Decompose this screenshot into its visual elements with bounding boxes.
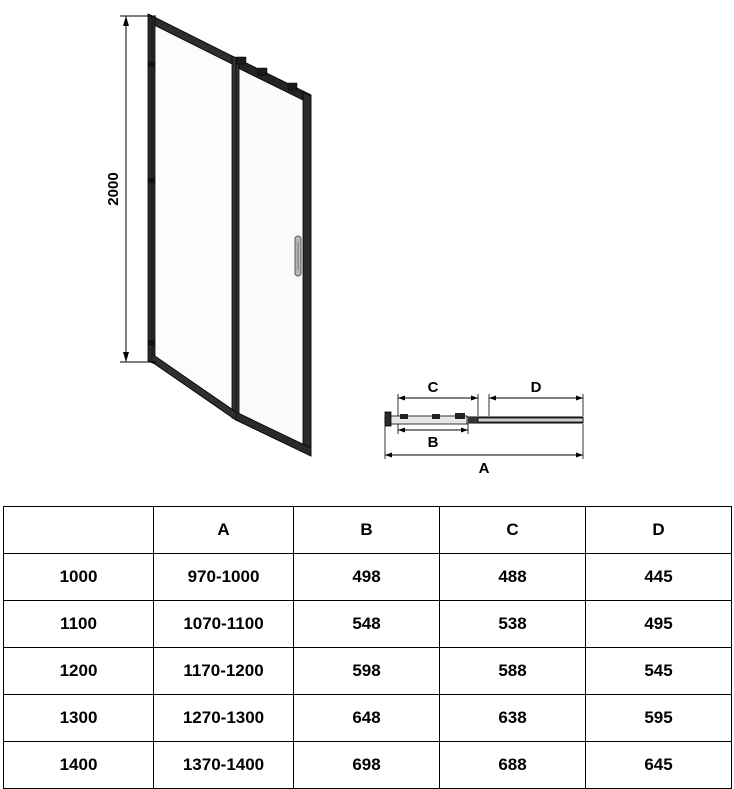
cell-size: 1400 bbox=[4, 742, 154, 789]
cell-b: 648 bbox=[294, 695, 440, 742]
plan-bracket-1 bbox=[400, 414, 408, 419]
plan-bracket-3 bbox=[455, 413, 465, 419]
header-cell-c: C bbox=[440, 507, 586, 554]
wall-bracket-bottom bbox=[148, 340, 155, 345]
roller-bracket-2 bbox=[258, 68, 267, 75]
cell-a: 1370-1400 bbox=[154, 742, 294, 789]
cell-d: 645 bbox=[586, 742, 732, 789]
table-row bbox=[4, 601, 732, 648]
wall-bracket-mid bbox=[148, 178, 155, 183]
cell-c: 538 bbox=[440, 601, 586, 648]
wall-bracket-top bbox=[148, 62, 155, 67]
dim-arrow-b-right bbox=[461, 428, 468, 433]
roller-bracket-1 bbox=[236, 57, 246, 64]
table-row bbox=[4, 554, 732, 601]
dim-arrow-b-left bbox=[398, 428, 405, 433]
cell-a: 1270-1300 bbox=[154, 695, 294, 742]
dim-arrow-d-right bbox=[576, 396, 583, 401]
header-cell-a: A bbox=[154, 507, 294, 554]
cell-a: 970-1000 bbox=[154, 554, 294, 601]
plan-wall-profile bbox=[385, 412, 391, 426]
specification-table bbox=[3, 506, 732, 789]
header-cell-b: B bbox=[294, 507, 440, 554]
table-row bbox=[4, 742, 732, 789]
panel-edge-right bbox=[303, 92, 311, 456]
cell-b: 698 bbox=[294, 742, 440, 789]
cell-size: 1000 bbox=[4, 554, 154, 601]
table-header-row bbox=[4, 507, 732, 554]
cell-size: 1200 bbox=[4, 648, 154, 695]
dim-arrow-top bbox=[123, 16, 129, 26]
plan-bracket-2 bbox=[432, 414, 440, 419]
dim-arrow-a-right bbox=[576, 453, 583, 458]
dim-arrow-bottom bbox=[123, 352, 129, 362]
fixed-panel-glass bbox=[152, 16, 236, 420]
cell-c: 588 bbox=[440, 648, 586, 695]
plan-sliding-panel bbox=[478, 418, 583, 422]
table-row bbox=[4, 648, 732, 695]
height-dimension-label: 2000 bbox=[105, 172, 122, 206]
cell-b: 548 bbox=[294, 601, 440, 648]
cell-c: 688 bbox=[440, 742, 586, 789]
cell-a: 1070-1100 bbox=[154, 601, 294, 648]
cell-c: 488 bbox=[440, 554, 586, 601]
plan-view bbox=[385, 379, 583, 477]
dim-arrow-c-right bbox=[471, 396, 478, 401]
cell-size: 1300 bbox=[4, 695, 154, 742]
plan-roller-block bbox=[468, 417, 478, 423]
cell-b: 598 bbox=[294, 648, 440, 695]
plan-label-b: B bbox=[427, 434, 439, 451]
dim-arrow-a-left bbox=[385, 453, 392, 458]
cell-d: 495 bbox=[586, 601, 732, 648]
cell-d: 545 bbox=[586, 648, 732, 695]
plan-label-d: D bbox=[530, 379, 542, 396]
dim-arrow-c-left bbox=[398, 396, 405, 401]
cell-size: 1100 bbox=[4, 601, 154, 648]
cell-d: 595 bbox=[586, 695, 732, 742]
elevation-view bbox=[105, 14, 311, 456]
cell-a: 1170-1200 bbox=[154, 648, 294, 695]
roller-bracket-3 bbox=[288, 83, 297, 90]
cell-d: 445 bbox=[586, 554, 732, 601]
header-cell-d: D bbox=[586, 507, 732, 554]
header-cell-blank bbox=[4, 507, 154, 554]
plan-label-a: A bbox=[478, 460, 490, 477]
cell-b: 498 bbox=[294, 554, 440, 601]
table-row bbox=[4, 695, 732, 742]
dim-arrow-d-left bbox=[489, 396, 496, 401]
plan-label-c: C bbox=[427, 379, 439, 396]
cell-c: 638 bbox=[440, 695, 586, 742]
